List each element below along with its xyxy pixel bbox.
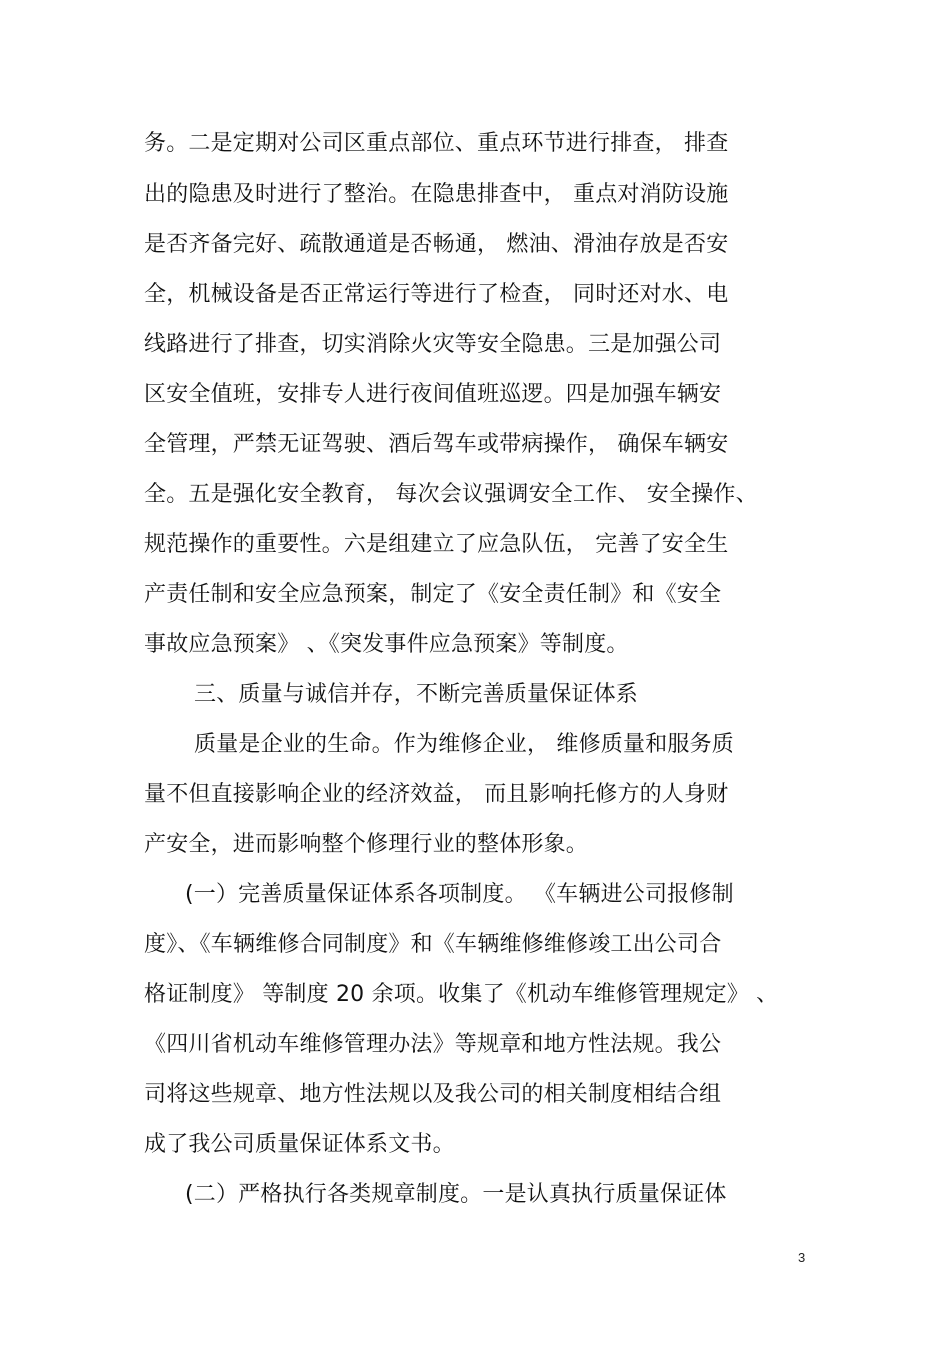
text-line: 产责任制和安全应急预案，制定了《安全责任制》和《安全 bbox=[144, 582, 722, 607]
subheading-line: (一）完善质量保证体系各项制度。 《车辆进公司报修制 bbox=[185, 882, 734, 907]
text-line: 是否齐备完好、疏散通道是否畅通， 燃油、滑油存放是否安 bbox=[144, 232, 729, 257]
text-line: 事故应急预案》 、《突发事件应急预案》等制度。 bbox=[144, 632, 629, 657]
section-heading: 三、质量与诚信并存，不断完善质量保证体系 bbox=[194, 682, 639, 707]
text-line: 司将这些规章、地方性法规以及我公司的相关制度相结合组 bbox=[144, 1082, 722, 1107]
text-line: 全。五是强化安全教育， 每次会议强调安全工作、 安全操作、 bbox=[144, 482, 758, 507]
text-line: 成了我公司质量保证体系文书。 bbox=[144, 1132, 455, 1157]
text-line: 全管理，严禁无证驾驶、酒后驾车或带病操作， 确保车辆安 bbox=[144, 432, 729, 457]
subheading-line: (二）严格执行各类规章制度。一是认真执行质量保证体 bbox=[185, 1182, 727, 1207]
text-line: 度》、《车辆维修合同制度》和《车辆维修维修竣工出公司合 bbox=[144, 932, 722, 957]
text-line: 线路进行了排查，切实消除火灾等安全隐患。三是加强公司 bbox=[144, 332, 722, 357]
text-line: 格证制度》 等制度 20 余项。收集了《机动车维修管理规定》 、 bbox=[144, 982, 779, 1007]
text-line: 规范操作的重要性。六是组建立了应急队伍， 完善了安全生 bbox=[144, 532, 729, 557]
text-line: 全，机械设备是否正常运行等进行了检查， 同时还对水、电 bbox=[144, 282, 729, 307]
text-line: 务。二是定期对公司区重点部位、重点环节进行排查， 排查 bbox=[144, 131, 729, 156]
text-line: 《四川省机动车维修管理办法》等规章和地方性法规。我公 bbox=[144, 1032, 722, 1057]
text-line: 质量是企业的生命。作为维修企业， 维修质量和服务质 bbox=[194, 732, 734, 757]
text-line: 量不但直接影响企业的经济效益， 而且影响托修方的人身财 bbox=[144, 782, 729, 807]
text-line: 区安全值班，安排专人进行夜间值班巡逻。四是加强车辆安 bbox=[144, 382, 722, 407]
text-line: 出的隐患及时进行了整治。在隐患排查中， 重点对消防设施 bbox=[144, 182, 729, 207]
text-line: 产安全，进而影响整个修理行业的整体形象。 bbox=[144, 832, 589, 857]
page-number: 3 bbox=[798, 1250, 806, 1265]
